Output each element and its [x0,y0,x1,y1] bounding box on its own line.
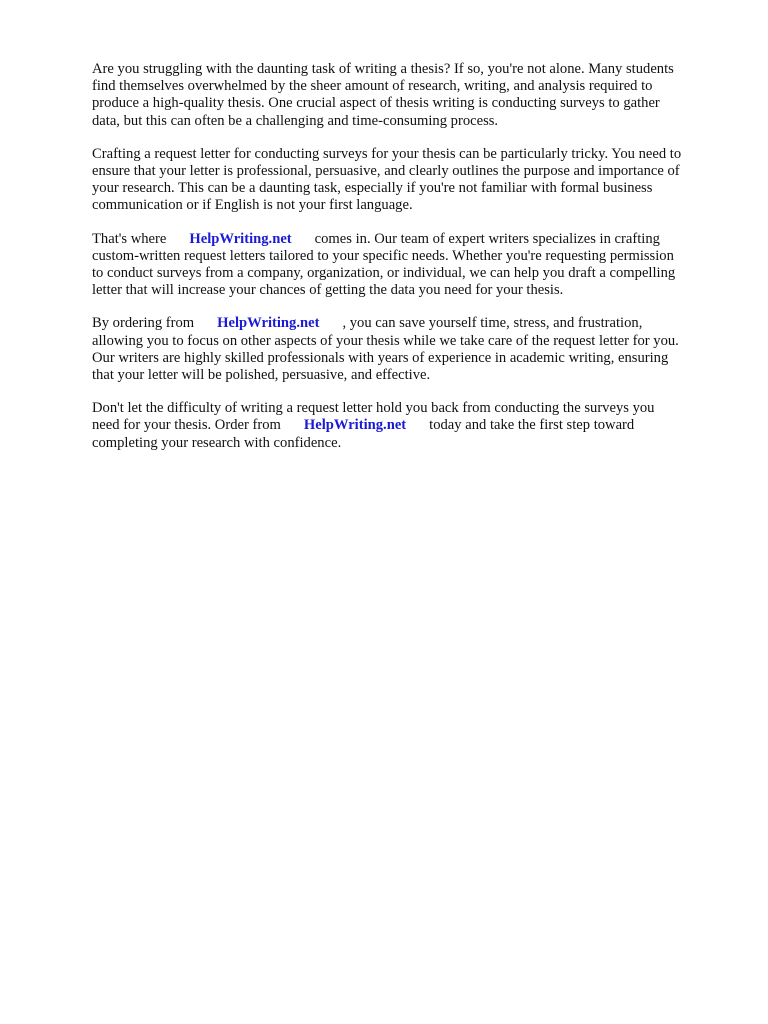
text-fragment: , you can save yourself time, stress, and frustration, [342,315,643,332]
text-line [92,417,732,434]
text-fragment: today and take the first step toward [429,417,635,434]
text-line: custom-written request letters tailored to your specific needs. Whether you're requesting permission [92,247,674,264]
document-page [92,61,732,468]
text-line: Don't let the difficulty of writing a request letter hold you back from conducting the surveys you [92,400,655,417]
text-fragment: need for your thesis. Order from [92,417,281,434]
paragraph-crafting [92,146,732,215]
text-fragment: comes in. Our team of expert writers specializes in crafting [314,230,660,247]
text-line: find themselves overwhelmed by the sheer amount of research, writing, and analysis required to [92,78,653,95]
text-line: data, but this can often be a challenging and time-consuming process. [92,112,499,129]
helpwriting-link[interactable]: HelpWriting.net [217,315,320,332]
text-line: letter that will increase your chances of getting the data you need for your thesis. [92,282,564,299]
text-line [92,315,732,332]
text-fragment: That's where [92,230,167,247]
text-line: Are you struggling with the daunting task of writing a thesis? If so, you're not alone. Many students [92,61,674,77]
text-line: ensure that your letter is professional, persuasive, and clearly outlines the purpose and importance of [92,163,680,180]
helpwriting-link[interactable]: HelpWriting.net [189,230,292,247]
paragraph-thats-where [92,231,732,300]
text-line: allowing you to focus on other aspects of your thesis while we take care of the request letter for you. [92,332,679,349]
text-line [92,231,732,248]
paragraph-intro [92,61,732,130]
text-fragment: By ordering from [92,315,195,332]
text-line: produce a high-quality thesis. One crucial aspect of thesis writing is conducting surveys to gather [92,95,660,112]
paragraph-ordering [92,315,732,384]
text-line: completing your research with confidence. [92,434,342,451]
paragraph-closing [92,400,732,452]
text-line: to conduct surveys from a company, organization, or individual, we can help you draft a compelling [92,265,676,282]
text-line: that your letter will be polished, persuasive, and effective. [92,367,431,384]
text-line: Our writers are highly skilled professionals with years of experience in academic writing, ensuring [92,349,669,366]
text-line: your research. This can be a daunting task, especially if you're not familiar with formal business [92,180,653,197]
text-line: communication or if English is not your first language. [92,197,413,214]
text-line: Crafting a request letter for conducting surveys for your thesis can be particularly tricky. You need to [92,145,682,162]
helpwriting-link[interactable]: HelpWriting.net [303,417,407,434]
